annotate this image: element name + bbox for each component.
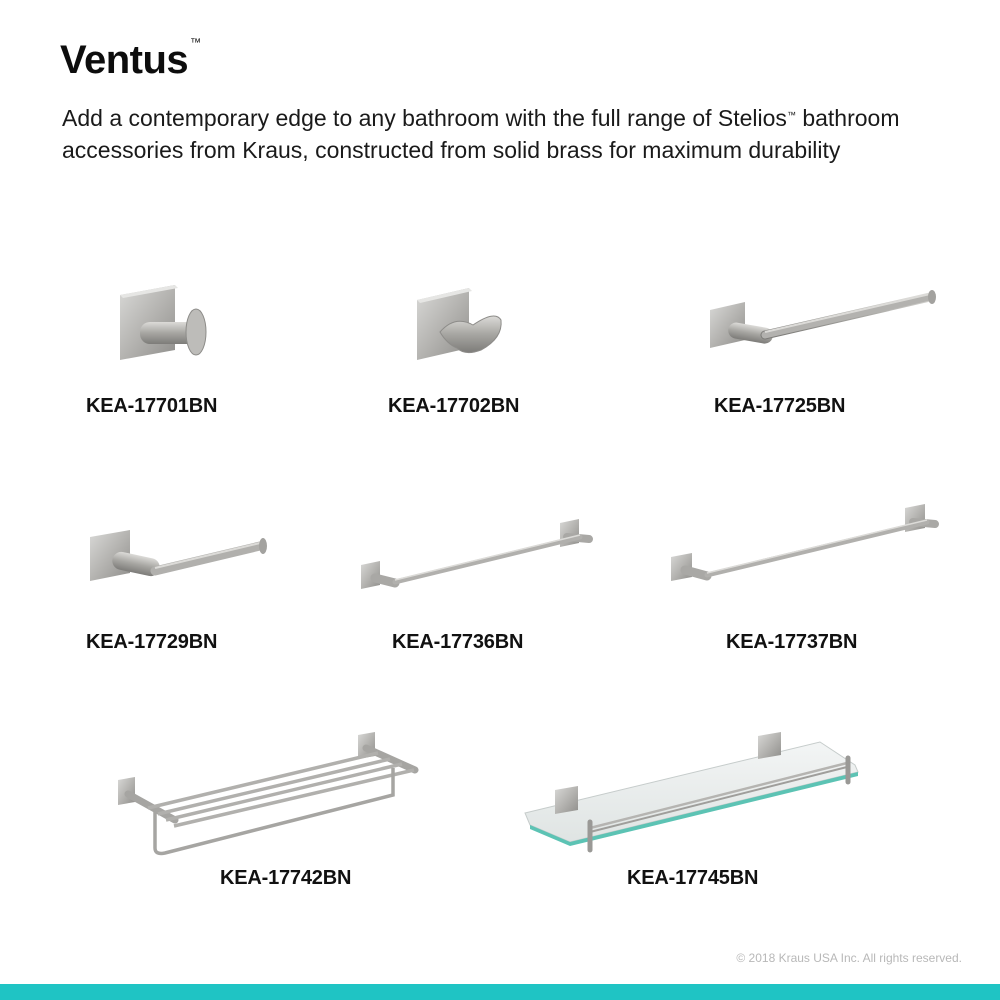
trademark-mark: ™ (786, 110, 796, 120)
product-sku: KEA-17736BN (392, 631, 524, 653)
product-towel-bar-18[interactable] (355, 515, 615, 655)
towel-rack-shelf-icon (110, 730, 430, 860)
product-towel-bar-short[interactable] (700, 280, 960, 420)
trademark-mark: ™ (190, 37, 201, 49)
product-robe-hook[interactable] (80, 280, 260, 420)
title-text: Ventus (60, 38, 189, 82)
product-glass-shelf[interactable] (520, 730, 870, 890)
product-sku: KEA-17725BN (714, 395, 846, 417)
towel-bar-icon (700, 280, 960, 370)
footer-accent-bar (0, 984, 1000, 1000)
robe-hook-icon (80, 280, 260, 380)
product-sku: KEA-17701BN (86, 395, 218, 417)
page-title (60, 37, 201, 82)
towel-bar-18-icon (355, 515, 615, 605)
double-robe-hook-icon (385, 280, 565, 380)
product-sku: KEA-17729BN (86, 631, 218, 653)
product-sku: KEA-17702BN (388, 395, 520, 417)
description-text: Add a contemporary edge to any bathroom with the full range of Stelios (62, 105, 787, 131)
product-paper-holder[interactable] (80, 515, 300, 655)
paper-holder-icon (80, 515, 300, 605)
description-text-cont: bathroom accessories from Kraus, constructed from solid brass for maximum durability (62, 105, 900, 163)
product-sku: KEA-17737BN (726, 631, 858, 653)
glass-shelf-icon (520, 730, 870, 860)
product-sku: KEA-17745BN (627, 867, 759, 889)
copyright-notice: © 2018 Kraus USA Inc. All rights reserved. (736, 951, 962, 965)
product-towel-rack-shelf[interactable] (110, 730, 430, 890)
product-double-robe-hook[interactable] (385, 280, 565, 420)
product-towel-bar-24[interactable] (665, 500, 955, 653)
description (62, 102, 942, 166)
towel-bar-24-icon (665, 500, 955, 600)
product-sku: KEA-17742BN (220, 867, 352, 889)
